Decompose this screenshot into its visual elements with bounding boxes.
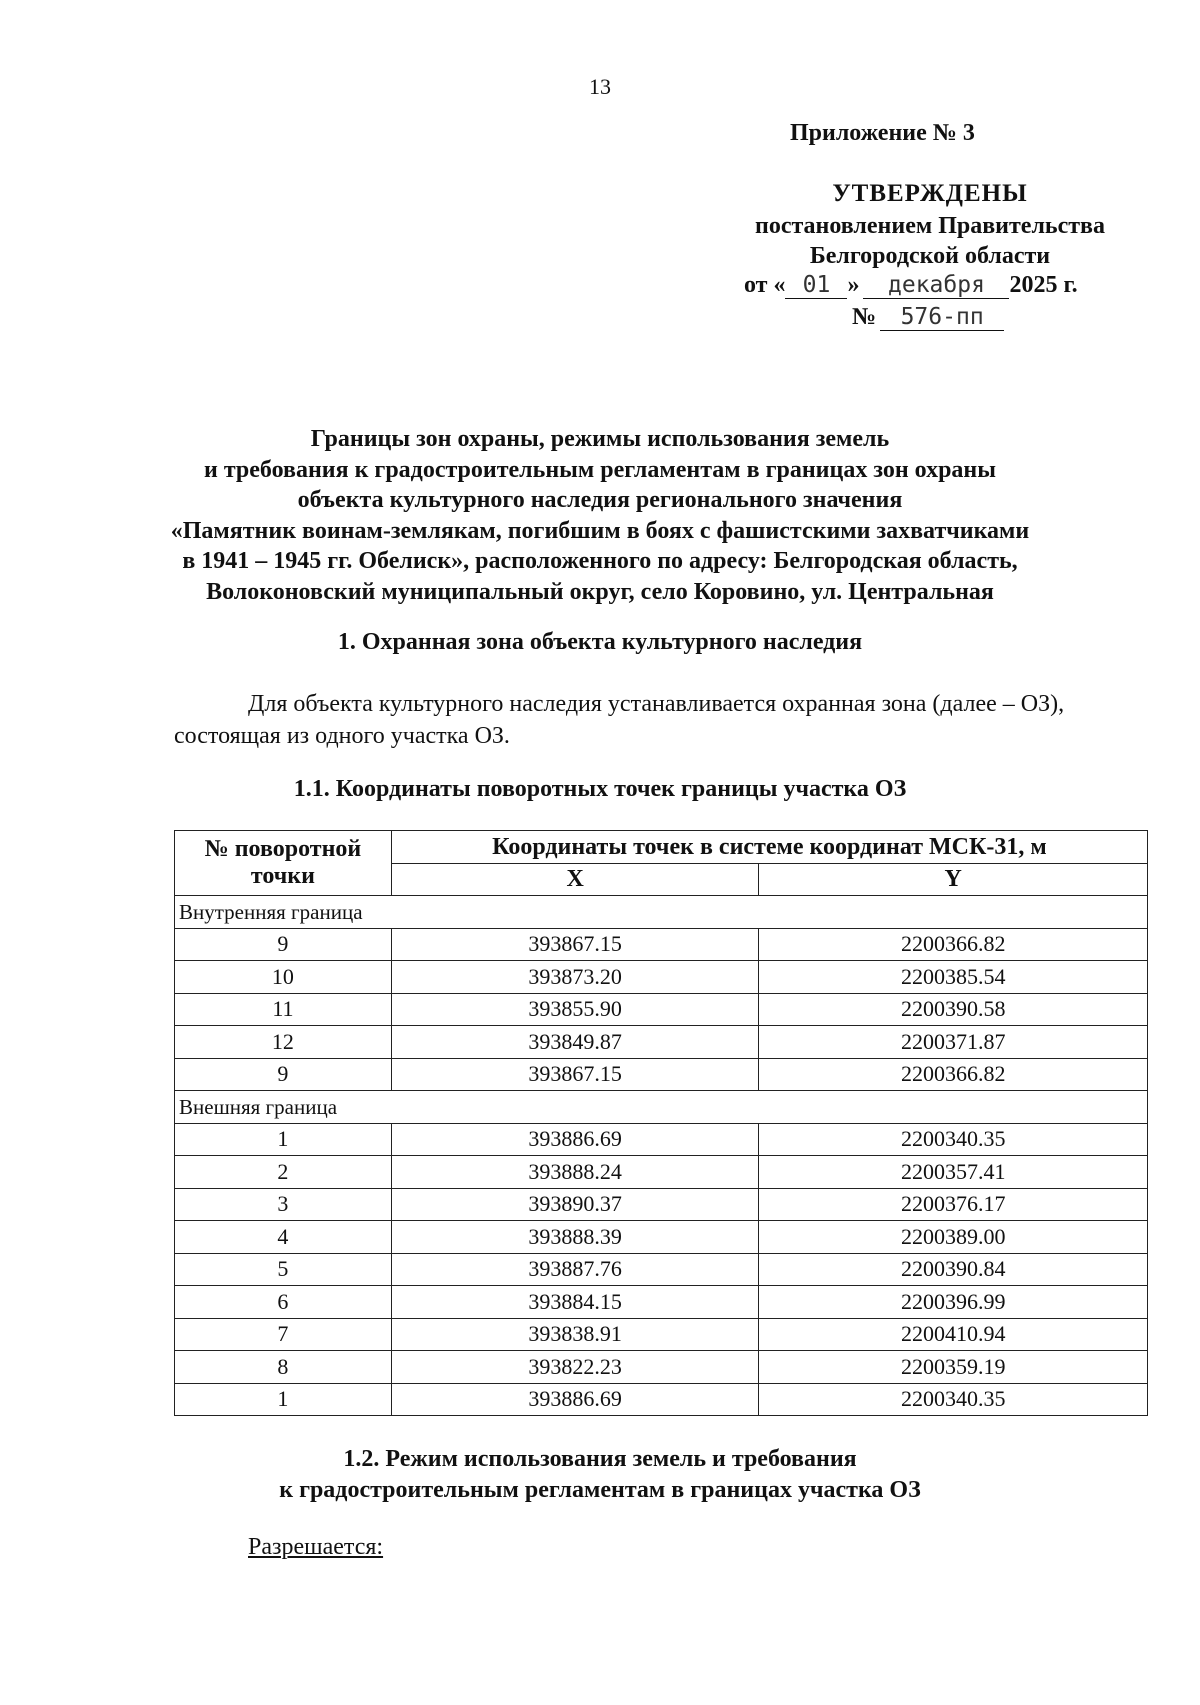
table-body: [175, 896, 1148, 1416]
point-number-cell: 8: [175, 1351, 392, 1384]
section-1-2-line2: к градостроительным регламентам в границах участка ОЗ: [279, 1477, 921, 1503]
x-coordinate-cell: 393867.15: [391, 928, 759, 961]
group-label: Внутренняя граница: [175, 896, 1148, 929]
y-coordinate-cell: 2200357.41: [759, 1156, 1148, 1189]
point-number-cell: 7: [175, 1318, 392, 1351]
section-1-paragraph: [174, 688, 1150, 752]
x-coordinate-cell: 393838.91: [391, 1318, 759, 1351]
y-coordinate-cell: 2200359.19: [759, 1351, 1148, 1384]
title-line: объекта культурного наследия регионального значения: [297, 487, 903, 513]
appendix-label: Приложение № 3: [790, 120, 975, 146]
x-coordinate-cell: 393890.37: [391, 1188, 759, 1221]
point-number-cell: 11: [175, 993, 392, 1026]
number-field: 576-пп: [880, 304, 1004, 331]
y-coordinate-cell: 2200366.82: [759, 928, 1148, 961]
point-number-cell: 3: [175, 1188, 392, 1221]
table-row: [175, 1026, 1148, 1059]
y-coordinate-cell: 2200340.35: [759, 1383, 1148, 1416]
y-coordinate-cell: 2200376.17: [759, 1188, 1148, 1221]
table-row: [175, 1253, 1148, 1286]
table-row: [175, 1221, 1148, 1254]
approved-by-line2: Белгородской области: [809, 243, 1051, 269]
x-coordinate-cell: 393884.15: [391, 1286, 759, 1319]
title-line: и требования к градостроительным регламентам в границах зон охраны: [204, 456, 996, 483]
coordinates-table: [174, 830, 1148, 1416]
point-number-cell: 4: [175, 1221, 392, 1254]
paragraph-line-2: состоящая из одного участка ОЗ.: [174, 723, 510, 749]
date-month-field: декабря: [863, 272, 1009, 299]
number-prefix: №: [852, 304, 877, 330]
y-coordinate-cell: 2200340.35: [759, 1123, 1148, 1156]
title-line: в 1941 – 1945 гг. Обелиск», расположенного по адресу: Белгородская область,: [182, 548, 1018, 574]
approval-number: [852, 304, 1052, 331]
page-number: 13: [589, 74, 611, 99]
header-coordinates: Координаты точек в системе координат МСК-31, м: [391, 831, 1147, 864]
point-number-cell: 1: [175, 1123, 392, 1156]
group-label: Внешняя граница: [175, 1091, 1148, 1124]
header-point-number: № поворотной точки: [175, 831, 392, 896]
y-coordinate-cell: 2200385.54: [759, 961, 1148, 994]
table-row: [175, 961, 1148, 994]
y-coordinate-cell: 2200366.82: [759, 1058, 1148, 1091]
point-number-cell: 2: [175, 1156, 392, 1189]
point-number-cell: 9: [175, 1058, 392, 1091]
section-1-1-heading: 1.1. Координаты поворотных точек границы участка ОЗ: [293, 776, 907, 802]
title-line: Волоконовский муниципальный округ, село Коровино, ул. Центральная: [206, 578, 994, 605]
section-1-2-heading: [120, 1444, 1080, 1506]
point-number-cell: 10: [175, 961, 392, 994]
x-coordinate-cell: 393887.76: [391, 1253, 759, 1286]
title-line: «Памятник воинам-землякам, погибшим в боях с фашистскими захватчиками: [170, 517, 1030, 544]
table-row: [175, 1351, 1148, 1384]
x-coordinate-cell: 393855.90: [391, 993, 759, 1026]
date-mid: »: [847, 272, 860, 298]
document-title: [120, 424, 1080, 607]
date-year: 2025 г.: [1009, 272, 1078, 298]
y-coordinate-cell: 2200410.94: [759, 1318, 1148, 1351]
table-row: [175, 993, 1148, 1026]
table-group-row: [175, 896, 1148, 929]
x-coordinate-cell: 393822.23: [391, 1351, 759, 1384]
x-coordinate-cell: 393886.69: [391, 1383, 759, 1416]
point-number-cell: 12: [175, 1026, 392, 1059]
table-row: [175, 1058, 1148, 1091]
y-coordinate-cell: 2200390.84: [759, 1253, 1148, 1286]
y-coordinate-cell: 2200371.87: [759, 1026, 1148, 1059]
table-row: [175, 1383, 1148, 1416]
table-row: [175, 1318, 1148, 1351]
approved-heading: УТВЕРЖДЕНЫ: [832, 180, 1028, 207]
allowed-label: Разрешается:: [248, 1534, 384, 1560]
title-line: Границы зон охраны, режимы использования земель: [310, 426, 890, 452]
header-y: Y: [759, 863, 1148, 896]
date-day-field: 01: [785, 272, 847, 299]
approved-by-line1: постановлением Правительства: [754, 213, 1105, 239]
table-row: [175, 928, 1148, 961]
section-1-heading: 1. Охранная зона объекта культурного наследия: [337, 629, 863, 655]
table-row: [175, 1188, 1148, 1221]
x-coordinate-cell: 393849.87: [391, 1026, 759, 1059]
date-prefix: от «: [744, 272, 786, 298]
point-number-cell: 5: [175, 1253, 392, 1286]
table-row: [175, 1156, 1148, 1189]
table-group-row: [175, 1091, 1148, 1124]
x-coordinate-cell: 393867.15: [391, 1058, 759, 1091]
paragraph-line-1: Для объекта культурного наследия устанавливается охранная зона (далее – ОЗ),: [248, 691, 1065, 717]
x-coordinate-cell: 393888.39: [391, 1221, 759, 1254]
point-number-cell: 9: [175, 928, 392, 961]
section-1-2-line1: 1.2. Режим использования земель и требования: [343, 1446, 857, 1472]
table-row: [175, 1123, 1148, 1156]
header-x: X: [391, 863, 759, 896]
y-coordinate-cell: 2200389.00: [759, 1221, 1148, 1254]
x-coordinate-cell: 393873.20: [391, 961, 759, 994]
table-row: [175, 1286, 1148, 1319]
x-coordinate-cell: 393886.69: [391, 1123, 759, 1156]
point-number-cell: 1: [175, 1383, 392, 1416]
x-coordinate-cell: 393888.24: [391, 1156, 759, 1189]
point-number-cell: 6: [175, 1286, 392, 1319]
approval-date: [744, 272, 1164, 299]
y-coordinate-cell: 2200396.99: [759, 1286, 1148, 1319]
y-coordinate-cell: 2200390.58: [759, 993, 1148, 1026]
